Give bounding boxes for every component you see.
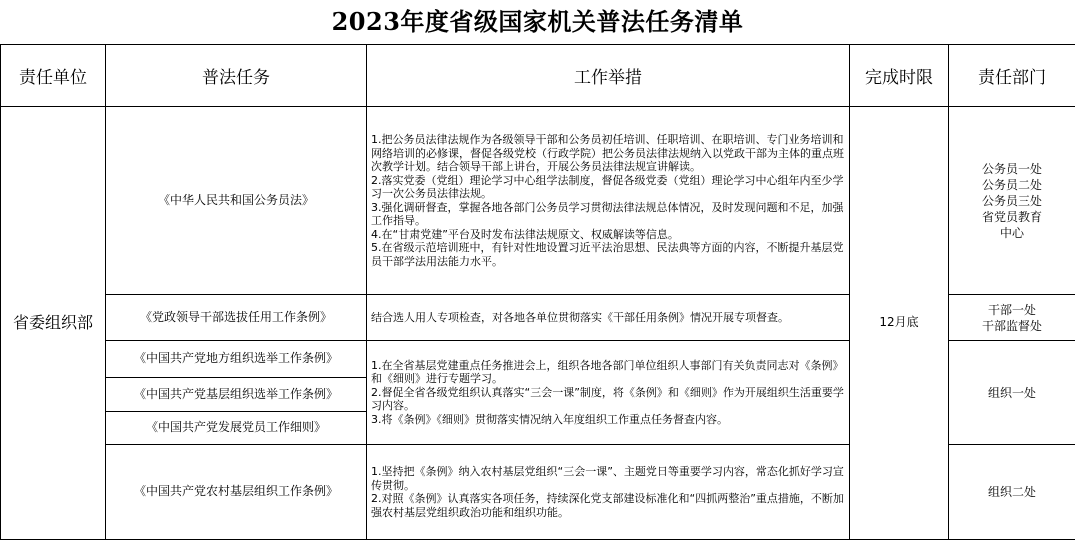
dept-cell bbox=[949, 341, 1075, 445]
measure-item: 结合选人用人专项检查，对各地各单位贯彻落实《干部任用条例》情况开展专项督查。 bbox=[371, 310, 789, 324]
header-measures: 工作举措 bbox=[367, 45, 850, 107]
dept-name: 组织一处 bbox=[987, 385, 1036, 400]
measure-item: 3.强化调研督查，掌握各地各部门公务员学习贯彻法律法规总体情况，及时发现问题和不足，加强工作指导。 bbox=[371, 200, 844, 227]
table-row bbox=[1, 107, 1075, 295]
law-name: 《中国共产党农村基层组织工作条例》 bbox=[106, 445, 367, 540]
dept-name: 公务员三处 bbox=[981, 193, 1042, 208]
measure-item: 4.在“甘肃党建”平台及时发布法律法规原文、权威解读等信息。 bbox=[371, 227, 679, 241]
dept-name: 干部一处 bbox=[987, 302, 1036, 317]
dept-name: 干部监督处 bbox=[981, 318, 1042, 333]
dept-name: 公务员二处 bbox=[981, 177, 1042, 192]
measure-item: 2.对照《条例》认真落实各项任务，持续深化党支部建设标准化和“四抓两整治”重点措施，不断加强农村基层党组织政治功能和组织功能。 bbox=[371, 492, 844, 519]
law-name: 《中国共产党发展党员工作细则》 bbox=[106, 412, 367, 445]
responsible-unit: 省委组织部 bbox=[1, 107, 106, 540]
header-task: 普法任务 bbox=[106, 45, 367, 107]
law-name: 《中国共产党地方组织选举工作条例》 bbox=[106, 341, 367, 378]
measure-item: 1.坚持把《条例》纳入农村基层党组织“三会一课”、主题党日等重要学习内容，常态化抓好学习宣传贯彻。 bbox=[371, 465, 844, 492]
law-name: 《中华人民共和国公务员法》 bbox=[106, 107, 367, 295]
dept-cell bbox=[949, 445, 1075, 540]
dept-name: 省党员教育 bbox=[981, 209, 1042, 224]
task-table bbox=[0, 44, 1075, 540]
header-deadline: 完成时限 bbox=[850, 45, 949, 107]
law-name: 《中国共产党基层组织选举工作条例》 bbox=[106, 378, 367, 412]
law-name: 《党政领导干部选拔任用工作条例》 bbox=[106, 295, 367, 341]
measures-cell bbox=[367, 341, 850, 445]
measure-item: 3.将《条例》《细则》贯彻落实情况纳入年度组织工作重点任务督查内容。 bbox=[371, 412, 728, 426]
measure-item: 5.在省级示范培训班中，有针对性地设置习近平法治思想、民法典等方面的内容，不断提升基层党员干部学法用法能力水平。 bbox=[371, 241, 844, 268]
measure-item: 2.落实党委（党组）理论学习中心组学法制度，督促各级党委（党组）理论学习中心组年内至少学习一次公务员法律法规。 bbox=[371, 173, 844, 200]
header-dept: 责任部门 bbox=[949, 45, 1075, 107]
measures-cell bbox=[367, 295, 850, 341]
dept-name: 组织二处 bbox=[987, 485, 1036, 499]
header-row bbox=[1, 45, 1075, 107]
dept-name: 中心 bbox=[999, 225, 1024, 240]
dept-name: 公务员一处 bbox=[981, 161, 1042, 176]
measures-cell bbox=[367, 107, 850, 295]
dept-cell bbox=[949, 107, 1075, 295]
dept-cell bbox=[949, 295, 1075, 341]
measure-item: 1.把公务员法律法规作为各级领导干部和公务员初任培训、任职培训、在职培训、专门业务培训和网络培训的必修课，督促各级党校（行政学院）把公务员法律法规纳入以党政干部为主体的重点班次教学计划。结合领导干部上讲台，开展公务员法律法规宣讲解读。 bbox=[371, 133, 844, 173]
measure-item: 1.在全省基层党建重点任务推进会上，组织各地各部门单位组织人事部门有关负责同志对《条例》和《细则》进行专题学习。 bbox=[371, 358, 844, 386]
measures-cell bbox=[367, 445, 850, 540]
document-title: 2023年度省级国家机关普法任务清单 bbox=[331, 7, 744, 36]
header-unit: 责任单位 bbox=[1, 45, 106, 107]
measure-item: 2.督促全省各级党组织认真落实“三会一课”制度，将《条例》和《细则》作为开展组织生活重要学习内容。 bbox=[371, 385, 844, 413]
deadline: 12月底 bbox=[850, 107, 949, 540]
